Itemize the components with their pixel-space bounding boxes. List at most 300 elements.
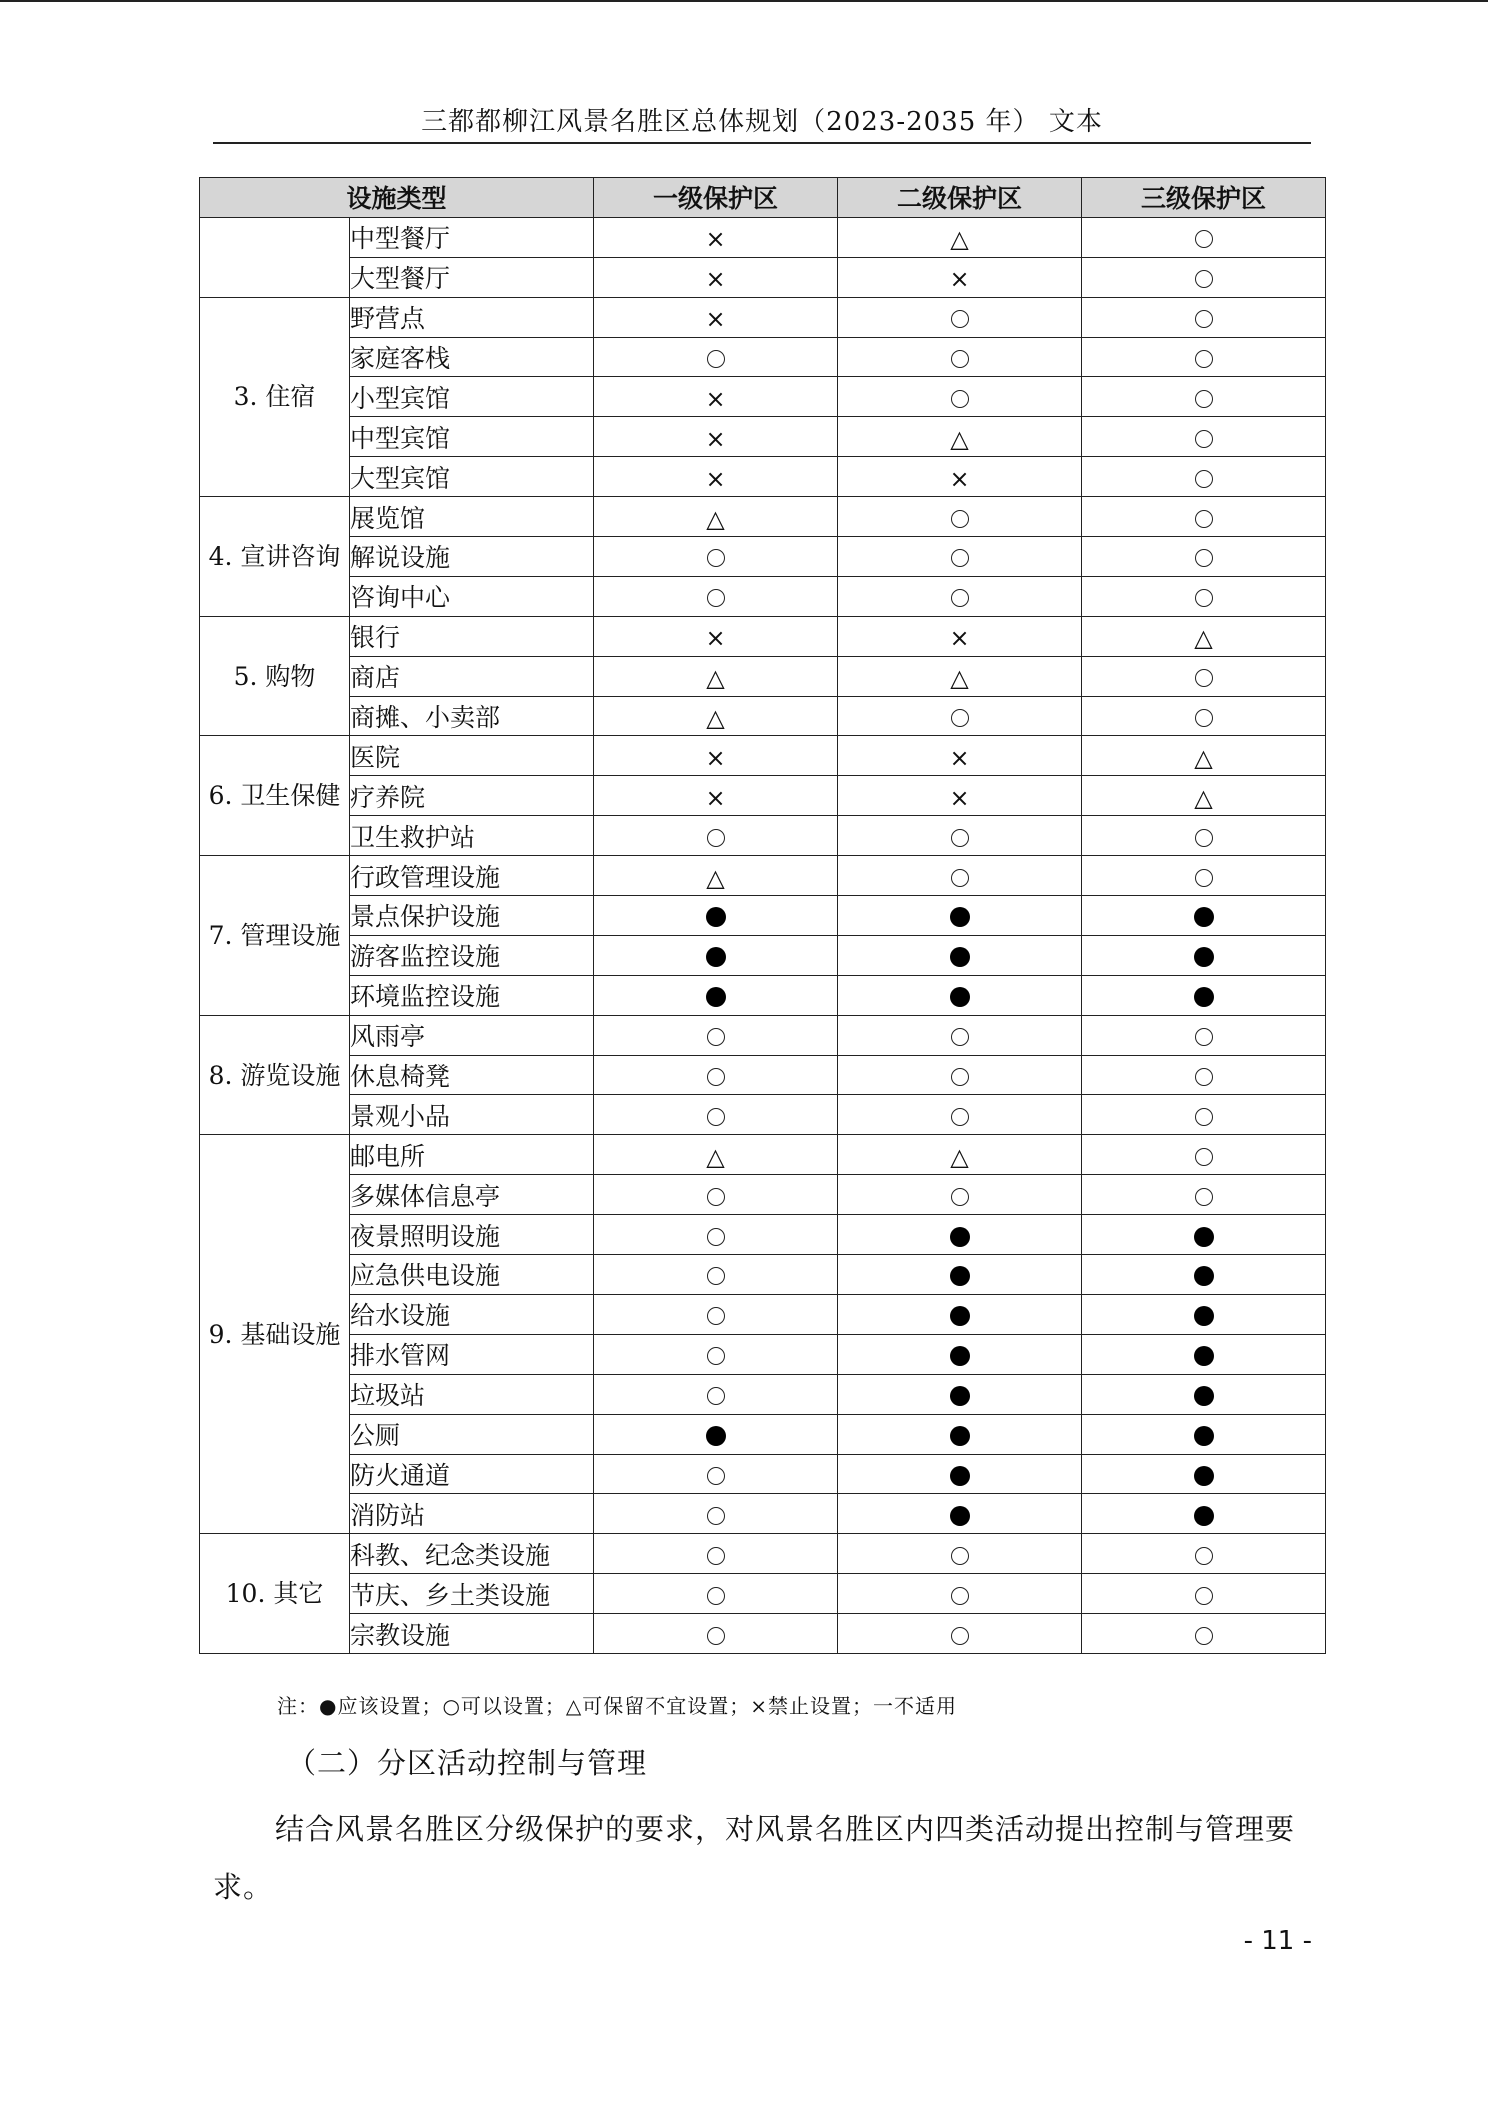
open-circle-icon xyxy=(1195,430,1213,448)
protection-level-3-cell xyxy=(1082,337,1326,377)
open-circle-icon xyxy=(951,350,969,368)
protection-level-2-cell xyxy=(838,935,1082,975)
protection-level-3-cell xyxy=(1082,377,1326,417)
open-circle-icon xyxy=(707,1188,725,1206)
facility-item-cell: 休息椅凳 xyxy=(350,1055,594,1095)
triangle-icon: △ xyxy=(706,704,725,733)
protection-level-2-cell xyxy=(838,1454,1082,1494)
facility-item-cell: 咨询中心 xyxy=(350,576,594,616)
open-circle-icon xyxy=(707,1108,725,1126)
protection-level-1-cell xyxy=(594,497,838,537)
open-circle-icon xyxy=(1195,350,1213,368)
protection-level-1-cell xyxy=(594,337,838,377)
protection-level-3-cell xyxy=(1082,696,1326,736)
open-circle-icon xyxy=(1195,669,1213,687)
protection-level-1-cell xyxy=(594,816,838,856)
facility-group-cell: 10. 其它 xyxy=(200,1534,350,1654)
facility-protection-table xyxy=(199,177,1326,1654)
protection-level-1-cell xyxy=(594,1215,838,1255)
protection-level-3-cell xyxy=(1082,1055,1326,1095)
facility-item-cell: 中型宾馆 xyxy=(350,417,594,457)
protection-level-2-cell xyxy=(838,337,1082,377)
protection-level-2-cell xyxy=(838,257,1082,297)
open-circle-icon xyxy=(951,589,969,607)
facility-item-cell: 解说设施 xyxy=(350,537,594,577)
facility-item-cell: 游客监控设施 xyxy=(350,935,594,975)
filled-circle-icon xyxy=(950,1386,970,1406)
protection-level-3-cell xyxy=(1082,576,1326,616)
table-row xyxy=(200,537,1326,577)
facility-item-cell: 大型宾馆 xyxy=(350,457,594,497)
cross-icon: × xyxy=(949,743,970,772)
table-row xyxy=(200,377,1326,417)
protection-level-3-cell xyxy=(1082,736,1326,776)
table-row xyxy=(200,457,1326,497)
facility-item-cell: 商摊、小卖部 xyxy=(350,696,594,736)
table-row xyxy=(200,257,1326,297)
triangle-icon: △ xyxy=(706,863,725,892)
open-circle-icon xyxy=(707,829,725,847)
running-header: 三都都柳江风景名胜区总体规划（2023-2035 年） 文本 xyxy=(421,107,1103,137)
protection-level-1-cell xyxy=(594,616,838,656)
protection-level-3-cell xyxy=(1082,656,1326,696)
protection-level-3-cell xyxy=(1082,217,1326,257)
table-row xyxy=(200,816,1326,856)
protection-level-1-cell xyxy=(594,1294,838,1334)
filled-circle-icon xyxy=(950,947,970,967)
protection-level-2-cell xyxy=(838,696,1082,736)
facility-item-cell: 景点保护设施 xyxy=(350,896,594,936)
filled-circle-icon xyxy=(706,907,726,927)
table-body xyxy=(200,217,1326,1653)
protection-level-2-cell xyxy=(838,497,1082,537)
protection-level-3-cell xyxy=(1082,417,1326,457)
cross-icon: × xyxy=(705,384,726,413)
protection-level-2-cell xyxy=(838,1055,1082,1095)
facility-group-cell: 3. 住宿 xyxy=(200,297,350,496)
protection-level-2-cell xyxy=(838,856,1082,896)
protection-level-2-cell xyxy=(838,1175,1082,1215)
protection-level-3-cell xyxy=(1082,856,1326,896)
protection-level-3-cell xyxy=(1082,1374,1326,1414)
open-circle-icon xyxy=(1195,470,1213,488)
table-row xyxy=(200,1494,1326,1534)
cross-icon: × xyxy=(949,624,970,653)
protection-level-1-cell xyxy=(594,1135,838,1175)
header-level-3: 三级保护区 xyxy=(1082,178,1326,218)
table-row xyxy=(200,1294,1326,1334)
body-paragraph: 结合风景名胜区分级保护的要求，对风景名胜区内四类活动提出控制与管理要求。 xyxy=(213,1812,1296,1904)
facility-item-cell: 中型餐厅 xyxy=(350,217,594,257)
open-circle-icon xyxy=(707,1068,725,1086)
open-circle-icon xyxy=(951,549,969,567)
table-row xyxy=(200,1015,1326,1055)
triangle-icon: △ xyxy=(950,424,969,453)
protection-level-3-cell xyxy=(1082,497,1326,537)
cross-icon: × xyxy=(705,265,726,294)
cross-icon: × xyxy=(949,464,970,493)
facility-group-cell: 4. 宣讲咨询 xyxy=(200,497,350,617)
protection-level-3-cell xyxy=(1082,257,1326,297)
cross-icon: × xyxy=(705,305,726,334)
open-circle-icon xyxy=(1195,829,1213,847)
protection-level-1-cell xyxy=(594,1334,838,1374)
protection-level-3-cell xyxy=(1082,1215,1326,1255)
table-row xyxy=(200,1135,1326,1175)
protection-level-1-cell xyxy=(594,1374,838,1414)
protection-level-3-cell xyxy=(1082,1255,1326,1295)
protection-level-3-cell xyxy=(1082,1614,1326,1654)
table-row xyxy=(200,1534,1326,1574)
open-circle-icon xyxy=(1195,1547,1213,1565)
facility-item-cell: 疗养院 xyxy=(350,776,594,816)
filled-circle-icon xyxy=(706,1426,726,1446)
table-row xyxy=(200,616,1326,656)
filled-circle-icon xyxy=(1194,947,1214,967)
open-circle-icon xyxy=(951,1627,969,1645)
open-circle-icon xyxy=(707,1467,725,1485)
header-facility-type: 设施类型 xyxy=(200,178,594,218)
page-top-border xyxy=(0,0,1488,2)
open-circle-icon xyxy=(951,869,969,887)
facility-item-cell: 垃圾站 xyxy=(350,1374,594,1414)
open-circle-icon xyxy=(1195,310,1213,328)
protection-level-2-cell xyxy=(838,736,1082,776)
open-circle-icon xyxy=(707,1387,725,1405)
protection-level-1-cell xyxy=(594,656,838,696)
protection-level-3-cell xyxy=(1082,537,1326,577)
protection-level-2-cell xyxy=(838,616,1082,656)
open-circle-icon xyxy=(1195,1587,1213,1605)
table-row xyxy=(200,1374,1326,1414)
page-number: - 11 - xyxy=(1243,1926,1312,1956)
open-circle-icon xyxy=(1195,869,1213,887)
facility-item-cell: 商店 xyxy=(350,656,594,696)
triangle-icon: △ xyxy=(1194,624,1213,653)
cross-icon: × xyxy=(705,225,726,254)
protection-level-1-cell xyxy=(594,1614,838,1654)
table-row xyxy=(200,1334,1326,1374)
header-level-2: 二级保护区 xyxy=(838,178,1082,218)
facility-group-cell: 9. 基础设施 xyxy=(200,1135,350,1534)
protection-level-1-cell xyxy=(594,1454,838,1494)
open-circle-icon xyxy=(951,1108,969,1126)
filled-circle-icon xyxy=(1194,1386,1214,1406)
protection-level-2-cell xyxy=(838,457,1082,497)
protection-level-2-cell xyxy=(838,1215,1082,1255)
protection-level-3-cell xyxy=(1082,1175,1326,1215)
protection-level-1-cell xyxy=(594,537,838,577)
open-circle-icon xyxy=(1195,1108,1213,1126)
filled-circle-icon xyxy=(1194,1426,1214,1446)
open-circle-icon xyxy=(707,1267,725,1285)
table-row xyxy=(200,656,1326,696)
facility-item-cell: 多媒体信息亭 xyxy=(350,1175,594,1215)
open-circle-icon xyxy=(707,549,725,567)
open-circle-icon xyxy=(707,1587,725,1605)
protection-level-2-cell xyxy=(838,1334,1082,1374)
facility-item-cell: 邮电所 xyxy=(350,1135,594,1175)
filled-circle-icon xyxy=(1194,987,1214,1007)
facility-item-cell: 展览馆 xyxy=(350,497,594,537)
filled-circle-icon xyxy=(1194,1306,1214,1326)
filled-circle-icon xyxy=(950,1306,970,1326)
open-circle-icon xyxy=(1195,510,1213,528)
filled-circle-icon xyxy=(950,1466,970,1486)
cross-icon: × xyxy=(705,464,726,493)
triangle-icon: △ xyxy=(706,504,725,533)
protection-level-1-cell xyxy=(594,1414,838,1454)
open-circle-icon xyxy=(1195,1188,1213,1206)
protection-level-3-cell xyxy=(1082,1534,1326,1574)
table-row xyxy=(200,1215,1326,1255)
open-circle-icon xyxy=(1195,230,1213,248)
protection-level-2-cell xyxy=(838,896,1082,936)
table-note: 注：●应该设置；○可以设置；△可保留不宜设置；×禁止设置；一不适用 xyxy=(277,1694,958,1718)
header-level-1: 一级保护区 xyxy=(594,178,838,218)
protection-level-2-cell xyxy=(838,377,1082,417)
filled-circle-icon xyxy=(1194,1466,1214,1486)
protection-level-3-cell xyxy=(1082,1494,1326,1534)
table-row xyxy=(200,1175,1326,1215)
table-row xyxy=(200,297,1326,337)
facility-group-cell: 5. 购物 xyxy=(200,616,350,736)
protection-level-2-cell xyxy=(838,1135,1082,1175)
protection-level-2-cell xyxy=(838,417,1082,457)
protection-level-1-cell xyxy=(594,856,838,896)
protection-level-3-cell xyxy=(1082,776,1326,816)
facility-item-cell: 野营点 xyxy=(350,297,594,337)
table-row xyxy=(200,1055,1326,1095)
protection-level-2-cell xyxy=(838,1574,1082,1614)
open-circle-icon xyxy=(1195,589,1213,607)
protection-level-3-cell xyxy=(1082,975,1326,1015)
table-row xyxy=(200,896,1326,936)
triangle-icon: △ xyxy=(706,1142,725,1171)
protection-level-1-cell xyxy=(594,975,838,1015)
filled-circle-icon xyxy=(1194,1266,1214,1286)
open-circle-icon xyxy=(951,510,969,528)
triangle-icon: △ xyxy=(1194,783,1213,812)
protection-level-1-cell xyxy=(594,935,838,975)
filled-circle-icon xyxy=(1194,1506,1214,1526)
table-row xyxy=(200,935,1326,975)
facility-item-cell: 大型餐厅 xyxy=(350,257,594,297)
facility-item-cell: 应急供电设施 xyxy=(350,1255,594,1295)
protection-level-3-cell xyxy=(1082,1574,1326,1614)
protection-level-1-cell xyxy=(594,377,838,417)
protection-level-3-cell xyxy=(1082,297,1326,337)
open-circle-icon xyxy=(1195,1627,1213,1645)
facility-item-cell: 宗教设施 xyxy=(350,1614,594,1654)
cross-icon: × xyxy=(949,265,970,294)
filled-circle-icon xyxy=(706,947,726,967)
open-circle-icon xyxy=(707,1307,725,1325)
protection-level-3-cell xyxy=(1082,816,1326,856)
facility-group-cell: 8. 游览设施 xyxy=(200,1015,350,1135)
protection-level-2-cell xyxy=(838,816,1082,856)
protection-level-2-cell xyxy=(838,1494,1082,1534)
protection-level-2-cell xyxy=(838,1294,1082,1334)
open-circle-icon xyxy=(707,1028,725,1046)
protection-level-3-cell xyxy=(1082,616,1326,656)
protection-level-1-cell xyxy=(594,1494,838,1534)
table-row xyxy=(200,776,1326,816)
protection-level-1-cell xyxy=(594,257,838,297)
cross-icon: × xyxy=(705,424,726,453)
protection-level-2-cell xyxy=(838,975,1082,1015)
facility-item-cell: 银行 xyxy=(350,616,594,656)
table-row xyxy=(200,1255,1326,1295)
facility-item-cell: 家庭客栈 xyxy=(350,337,594,377)
filled-circle-icon xyxy=(1194,907,1214,927)
facility-item-cell: 公厕 xyxy=(350,1414,594,1454)
protection-level-1-cell xyxy=(594,417,838,457)
open-circle-icon xyxy=(951,310,969,328)
protection-level-2-cell xyxy=(838,576,1082,616)
filled-circle-icon xyxy=(1194,1346,1214,1366)
open-circle-icon xyxy=(1195,1028,1213,1046)
facility-item-cell: 排水管网 xyxy=(350,1334,594,1374)
open-circle-icon xyxy=(707,1347,725,1365)
protection-level-3-cell xyxy=(1082,1015,1326,1055)
cross-icon: × xyxy=(705,783,726,812)
protection-level-1-cell xyxy=(594,1095,838,1135)
open-circle-icon xyxy=(951,1188,969,1206)
table-row xyxy=(200,1414,1326,1454)
protection-level-1-cell xyxy=(594,776,838,816)
facility-item-cell: 给水设施 xyxy=(350,1294,594,1334)
filled-circle-icon xyxy=(950,1426,970,1446)
protection-level-2-cell xyxy=(838,776,1082,816)
protection-level-1-cell xyxy=(594,1255,838,1295)
facility-item-cell: 节庆、乡土类设施 xyxy=(350,1574,594,1614)
protection-level-3-cell xyxy=(1082,935,1326,975)
filled-circle-icon xyxy=(706,987,726,1007)
facility-item-cell: 环境监控设施 xyxy=(350,975,594,1015)
protection-level-2-cell xyxy=(838,297,1082,337)
protection-level-2-cell xyxy=(838,1095,1082,1135)
facility-item-cell: 小型宾馆 xyxy=(350,377,594,417)
triangle-icon: △ xyxy=(1194,743,1213,772)
open-circle-icon xyxy=(951,829,969,847)
protection-level-2-cell xyxy=(838,656,1082,696)
cross-icon: × xyxy=(705,743,726,772)
protection-level-1-cell xyxy=(594,1055,838,1095)
protection-level-1-cell xyxy=(594,1574,838,1614)
table-row xyxy=(200,1095,1326,1135)
triangle-icon: △ xyxy=(706,664,725,693)
protection-level-3-cell xyxy=(1082,1095,1326,1135)
open-circle-icon xyxy=(707,1547,725,1565)
open-circle-icon xyxy=(707,350,725,368)
open-circle-icon xyxy=(951,1587,969,1605)
table-row xyxy=(200,1454,1326,1494)
open-circle-icon xyxy=(951,1068,969,1086)
table-row xyxy=(200,975,1326,1015)
facility-item-cell: 行政管理设施 xyxy=(350,856,594,896)
protection-level-2-cell xyxy=(838,1374,1082,1414)
open-circle-icon xyxy=(951,1028,969,1046)
table-row xyxy=(200,856,1326,896)
open-circle-icon xyxy=(1195,1148,1213,1166)
protection-level-1-cell xyxy=(594,1534,838,1574)
protection-level-1-cell xyxy=(594,217,838,257)
table-row xyxy=(200,696,1326,736)
facility-item-cell: 夜景照明设施 xyxy=(350,1215,594,1255)
triangle-icon: △ xyxy=(950,664,969,693)
open-circle-icon xyxy=(951,390,969,408)
table-header-row xyxy=(200,178,1326,218)
filled-circle-icon xyxy=(950,907,970,927)
protection-level-2-cell xyxy=(838,1015,1082,1055)
open-circle-icon xyxy=(1195,270,1213,288)
table-row xyxy=(200,1614,1326,1654)
table-row xyxy=(200,337,1326,377)
facility-item-cell: 防火通道 xyxy=(350,1454,594,1494)
filled-circle-icon xyxy=(950,1506,970,1526)
table-row xyxy=(200,1574,1326,1614)
filled-circle-icon xyxy=(950,1227,970,1247)
table-row xyxy=(200,217,1326,257)
open-circle-icon xyxy=(707,1228,725,1246)
table-row xyxy=(200,417,1326,457)
header-rule xyxy=(213,142,1311,144)
protection-level-1-cell xyxy=(594,297,838,337)
protection-level-2-cell xyxy=(838,1534,1082,1574)
facility-item-cell: 卫生救护站 xyxy=(350,816,594,856)
protection-level-3-cell xyxy=(1082,1454,1326,1494)
filled-circle-icon xyxy=(1194,1227,1214,1247)
open-circle-icon xyxy=(951,1547,969,1565)
protection-level-1-cell xyxy=(594,736,838,776)
triangle-icon: △ xyxy=(950,1142,969,1171)
protection-level-3-cell xyxy=(1082,1334,1326,1374)
cross-icon: × xyxy=(949,783,970,812)
protection-level-2-cell xyxy=(838,217,1082,257)
protection-level-1-cell xyxy=(594,457,838,497)
facility-group-cell: 7. 管理设施 xyxy=(200,856,350,1016)
protection-level-1-cell xyxy=(594,896,838,936)
open-circle-icon xyxy=(1195,549,1213,567)
open-circle-icon xyxy=(707,1507,725,1525)
protection-level-1-cell xyxy=(594,576,838,616)
protection-level-3-cell xyxy=(1082,1294,1326,1334)
protection-level-3-cell xyxy=(1082,457,1326,497)
open-circle-icon xyxy=(951,709,969,727)
open-circle-icon xyxy=(707,589,725,607)
table-row xyxy=(200,497,1326,537)
facility-item-cell: 消防站 xyxy=(350,1494,594,1534)
table-row xyxy=(200,736,1326,776)
protection-level-1-cell xyxy=(594,696,838,736)
protection-level-3-cell xyxy=(1082,896,1326,936)
open-circle-icon xyxy=(1195,390,1213,408)
protection-level-3-cell xyxy=(1082,1135,1326,1175)
cross-icon: × xyxy=(705,624,726,653)
facility-item-cell: 科教、纪念类设施 xyxy=(350,1534,594,1574)
protection-level-2-cell xyxy=(838,1614,1082,1654)
filled-circle-icon xyxy=(950,1266,970,1286)
protection-level-1-cell xyxy=(594,1175,838,1215)
protection-level-3-cell xyxy=(1082,1414,1326,1454)
protection-level-2-cell xyxy=(838,1255,1082,1295)
facility-group-cell xyxy=(200,217,350,297)
section-title: （二）分区活动控制与管理 xyxy=(287,1746,648,1780)
filled-circle-icon xyxy=(950,1346,970,1366)
triangle-icon: △ xyxy=(950,225,969,254)
open-circle-icon xyxy=(1195,1068,1213,1086)
